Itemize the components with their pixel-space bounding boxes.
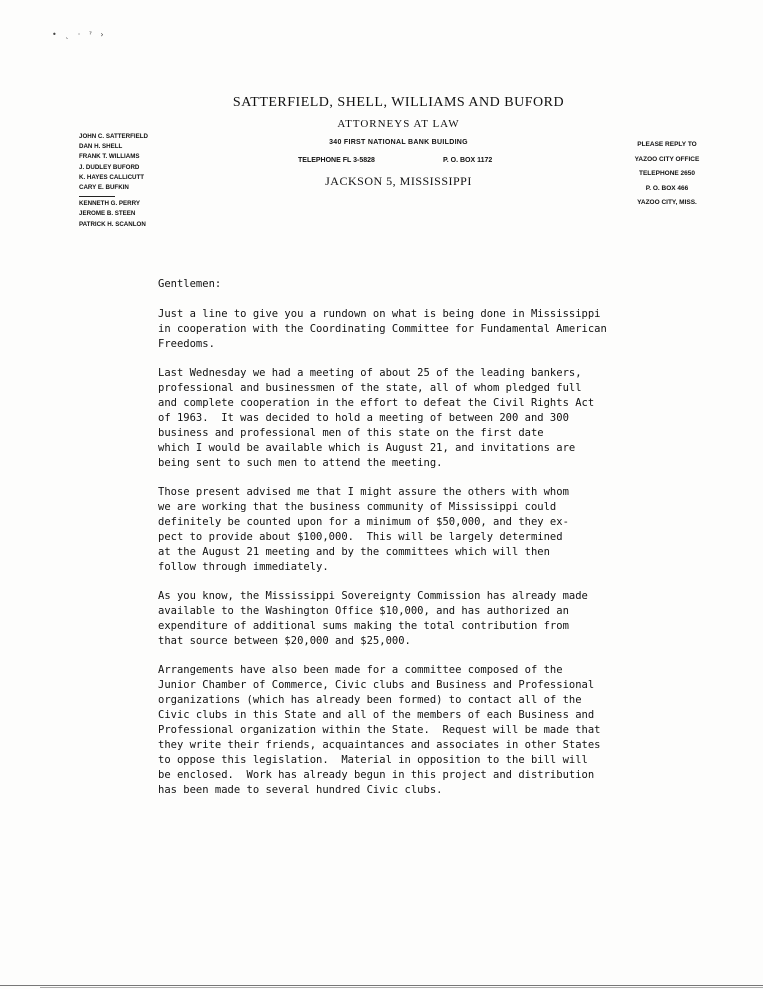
associate-name: PATRICK H. SCANLON <box>79 220 146 228</box>
firm-subtitle: ATTORNEYS AT LAW <box>337 118 460 130</box>
letter-body <box>158 277 718 812</box>
scan-edge-line <box>40 987 763 988</box>
stray-marks: • ˎ · ˀ › <box>52 30 107 39</box>
reply-line: YAZOO CITY, MISS. <box>637 199 697 206</box>
paragraph-3: Those present advised me that I might assure the others with whom we are working that the business community of Mississippi could definitely be counted upon for a minimum of $50,000, and they ex- pect to provide about $100,000. This will be largely determined at the August 21 meeting and by the committees which will then follow through immediately. <box>158 486 569 573</box>
paragraph-4: As you know, the Mississippi Sovereignty Commission has already made available to the Washington Office $10,000, and has authorized an expenditure of additional sums making the total contribution from that source between $20,000 and $25,000. <box>158 590 588 647</box>
firm-telephone: TELEPHONE FL 3-5828 <box>298 157 375 164</box>
firm-po-box: P. O. BOX 1172 <box>443 157 493 164</box>
reply-line: P. O. BOX 466 <box>645 184 689 192</box>
partner-name: JOHN C. SATTERFIELD <box>79 133 148 140</box>
firm-name: SATTERFIELD, SHELL, WILLIAMS AND BUFORD <box>232 95 565 110</box>
firm-city: JACKSON 5, MISSISSIPPI <box>325 174 472 188</box>
reply-block <box>612 138 722 211</box>
reply-line: TELEPHONE 2650 <box>639 170 695 177</box>
firm-address: 340 FIRST NATIONAL BANK BUILDING <box>329 139 468 146</box>
paragraph-5: Arrangements have also been made for a committee composed of the Junior Chamber of Commerce, Civic clubs and Business and Professional organizations (which has already been formed) to contact all of the Civic clubs in this State and all of the members of each Business and Professional organization within the State. Request will be made that they write their friends, acquaintances and associates in other States to oppose this legislation. Material in opposition to the bill will be enclosed. Work has already begun in this project and distribution has been made to several hundred Civic clubs. <box>158 664 601 796</box>
partner-name: K. HAYES CALLICUTT <box>79 173 145 181</box>
partner-name: FRANK T. WILLIAMS <box>79 153 140 161</box>
salutation: Gentlemen: <box>158 278 222 290</box>
reply-line: PLEASE REPLY TO <box>637 141 697 148</box>
associate-name: JEROME B. STEEN <box>79 210 136 218</box>
reply-line: YAZOO CITY OFFICE <box>634 155 700 163</box>
paragraph-1: Just a line to give you a rundown on what is being done in Mississippi in cooperation with the Coordinating Committee for Fundamental American Freedoms. <box>158 308 607 350</box>
partner-name: DAN H. SHELL <box>79 143 123 151</box>
paragraph-2: Last Wednesday we had a meeting of about 25 of the leading bankers, professional and businessmen of the state, all of whom pledged full and complete cooperation in the effort to defeat the Civil Rights Act of 1963. It was decided to hold a meeting of between 200 and 300 business and professional men of this state on the first date which I would be available which is August 21, and invitations are being sent to such men to attend the meeting. <box>158 367 595 469</box>
partners-divider <box>79 196 115 197</box>
partners-list <box>79 132 199 230</box>
partner-name: CARY E. BUFKIN <box>79 184 129 192</box>
scan-edge-line <box>0 985 763 986</box>
partner-name: J. DUDLEY BUFORD <box>79 163 140 171</box>
associate-name: KENNETH G. PERRY <box>79 200 140 208</box>
